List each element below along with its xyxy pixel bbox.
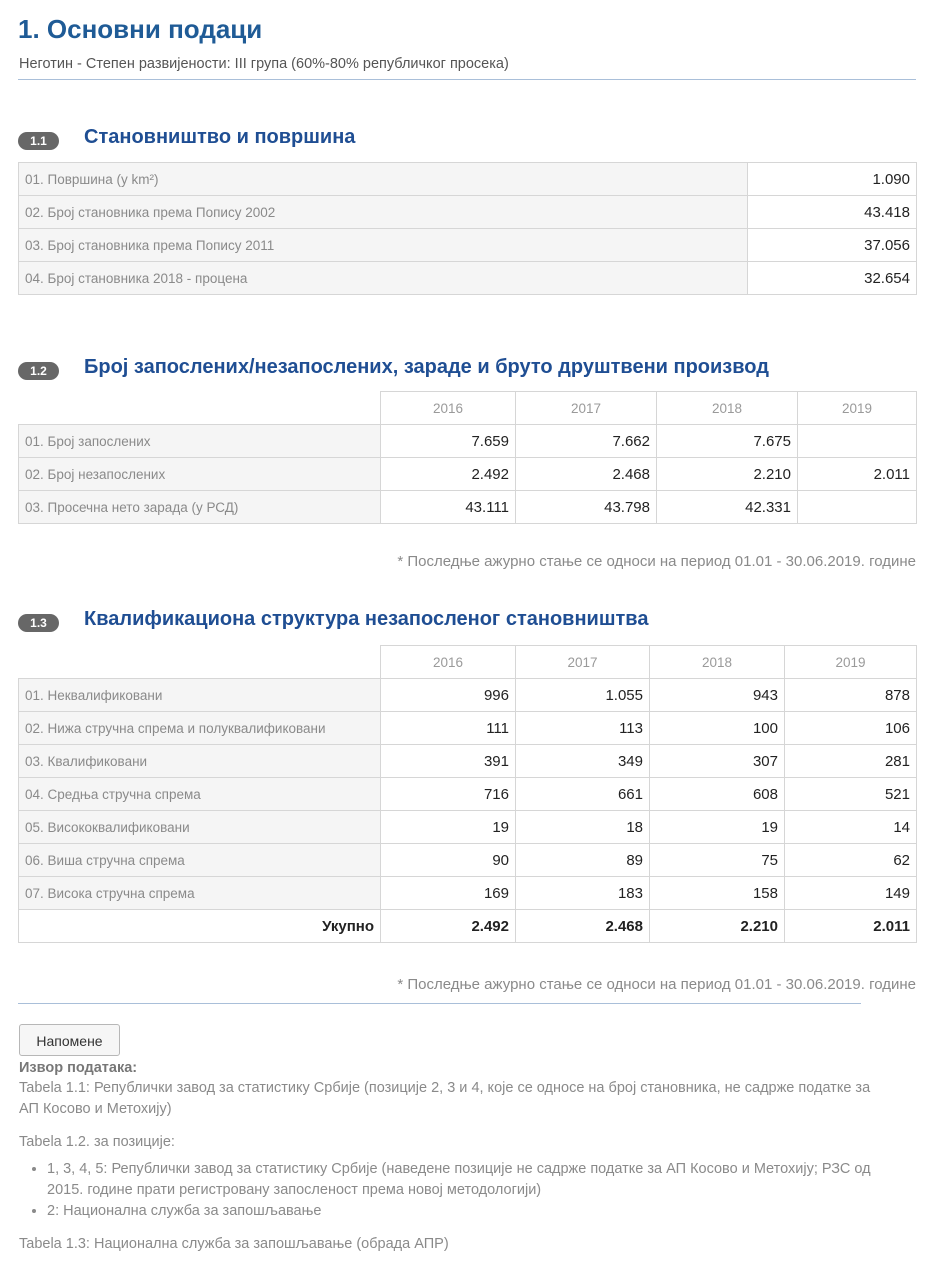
table-row [19,425,917,458]
cell-value: 2.468 [516,458,657,491]
total-value: 2.468 [516,910,650,943]
footnote: * Последње ажурно стање се односи на период 01.01 - 30.06.2019. године [397,553,916,570]
qualification-table [18,645,917,943]
table-row [19,844,917,877]
row-label: 05. Висококвалификовани [19,811,381,844]
table-header-row [19,392,917,425]
cell-value: 113 [516,712,650,745]
cell-value: 661 [516,778,650,811]
year-header: 2017 [516,392,657,425]
cell-value: 7.675 [657,425,798,458]
note-table-1-1: Tabela 1.1: Републички завод за статистику Србије (позиције 2, 3 и 4, које се односе на број становника, не садрже податке за АП Косово и Метохију) [19,1080,871,1117]
population-table [18,162,917,295]
section-badge: 1.1 [18,132,59,150]
divider [18,1003,861,1004]
note-table-1-3: Tabela 1.3: Национална служба за запошљавање (обрада АПР) [19,1236,449,1252]
cell-value: 183 [516,877,650,910]
table-row [19,811,917,844]
year-header: 2019 [798,392,917,425]
year-header: 2017 [516,646,650,679]
total-label: Укупно [19,910,381,943]
row-label: 02. Број незапослених [19,458,381,491]
row-value: 43.418 [748,196,917,229]
table-row [19,712,917,745]
row-label: 04. Број становника 2018 - процена [19,262,748,295]
notes-panel [19,1058,879,1255]
cell-value: 996 [381,679,516,712]
cell-value: 7.659 [381,425,516,458]
table-row [19,778,917,811]
table-header-row [19,646,917,679]
row-label: 07. Висока стручна спрема [19,877,381,910]
cell-value: 307 [650,745,785,778]
cell-value: 106 [785,712,917,745]
notes-button[interactable]: Напомене [19,1024,120,1056]
total-value: 2.011 [785,910,917,943]
total-value: 2.210 [650,910,785,943]
cell-value: 2.011 [798,458,917,491]
year-header: 2018 [650,646,785,679]
cell-value: 90 [381,844,516,877]
year-header: 2016 [381,392,516,425]
cell-value: 158 [650,877,785,910]
cell-value: 111 [381,712,516,745]
cell-value: 89 [516,844,650,877]
row-label: 01. Неквалификовани [19,679,381,712]
cell-value: 281 [785,745,917,778]
header-blank-cell [19,646,381,679]
cell-value: 75 [650,844,785,877]
source-label: Извор података: [19,1060,138,1076]
cell-value: 19 [381,811,516,844]
list-item: • 2: Национална служба за запошљавање [47,1201,879,1222]
cell-value: 7.662 [516,425,657,458]
cell-value: 42.331 [657,491,798,524]
cell-value: 521 [785,778,917,811]
cell-value: 100 [650,712,785,745]
cell-value: 391 [381,745,516,778]
cell-value: 149 [785,877,917,910]
page-subtitle: Неготин - Степен развијености: III група (60%-80% републичког просека) [19,56,509,72]
page-title: 1. Основни подаци [18,14,263,44]
year-header: 2016 [381,646,516,679]
section-title: Квалификациона структура незапосленог становништва [84,608,649,630]
cell-value: 43.798 [516,491,657,524]
row-label: 02. Нижа стручна спрема и полуквалификовани [19,712,381,745]
row-label: 01. Површина (у km²) [19,163,748,196]
cell-value: 19 [650,811,785,844]
cell-value: 943 [650,679,785,712]
employment-table [18,391,917,524]
cell-value [798,491,917,524]
cell-value: 2.210 [657,458,798,491]
section-header-1-1 [18,126,916,154]
list-item: • 1, 3, 4, 5: Републички завод за статистику Србије (наведене позиције не садрже податке за АП Косово и Метохију; РЗС од 2015. године прати регистровану запосленост према новој методологији) [47,1159,879,1201]
section-badge: 1.3 [18,614,59,632]
row-value: 1.090 [748,163,917,196]
table-row [19,262,917,295]
year-header: 2018 [657,392,798,425]
cell-value [798,425,917,458]
table-row [19,745,917,778]
cell-value: 716 [381,778,516,811]
table-row [19,458,917,491]
section-title: Број запослених/незапослених, зараде и бруто друштвени производ [84,356,769,378]
year-header: 2019 [785,646,917,679]
cell-value: 14 [785,811,917,844]
cell-value: 43.111 [381,491,516,524]
table-row [19,491,917,524]
cell-value: 169 [381,877,516,910]
table-row [19,679,917,712]
row-label: 01. Број запослених [19,425,381,458]
cell-value: 1.055 [516,679,650,712]
divider [18,79,916,80]
table-row [19,196,917,229]
row-label: 06. Виша стручна спрема [19,844,381,877]
section-badge: 1.2 [18,362,59,380]
cell-value: 62 [785,844,917,877]
section-header-1-3 [18,608,916,636]
note-list [19,1159,879,1222]
cell-value: 349 [516,745,650,778]
cell-value: 608 [650,778,785,811]
cell-value: 878 [785,679,917,712]
cell-value: 2.492 [381,458,516,491]
footnote: * Последње ажурно стање се односи на период 01.01 - 30.06.2019. године [397,976,916,993]
cell-value: 18 [516,811,650,844]
row-label: 02. Број становника према Попису 2002 [19,196,748,229]
row-label: 03. Просечна нето зарада (у РСД) [19,491,381,524]
row-label: 04. Средња стручна спрема [19,778,381,811]
row-value: 32.654 [748,262,917,295]
header-blank-cell [19,392,381,425]
total-value: 2.492 [381,910,516,943]
section-title: Становништво и површина [84,126,356,148]
row-label: 03. Број становника према Попису 2011 [19,229,748,262]
table-row [19,229,917,262]
note-table-1-2: Tabela 1.2. за позиције: [19,1134,175,1150]
table-row [19,877,917,910]
table-total-row [19,910,917,943]
row-value: 37.056 [748,229,917,262]
table-row [19,163,917,196]
section-header-1-2 [18,356,916,384]
row-label: 03. Квалификовани [19,745,381,778]
